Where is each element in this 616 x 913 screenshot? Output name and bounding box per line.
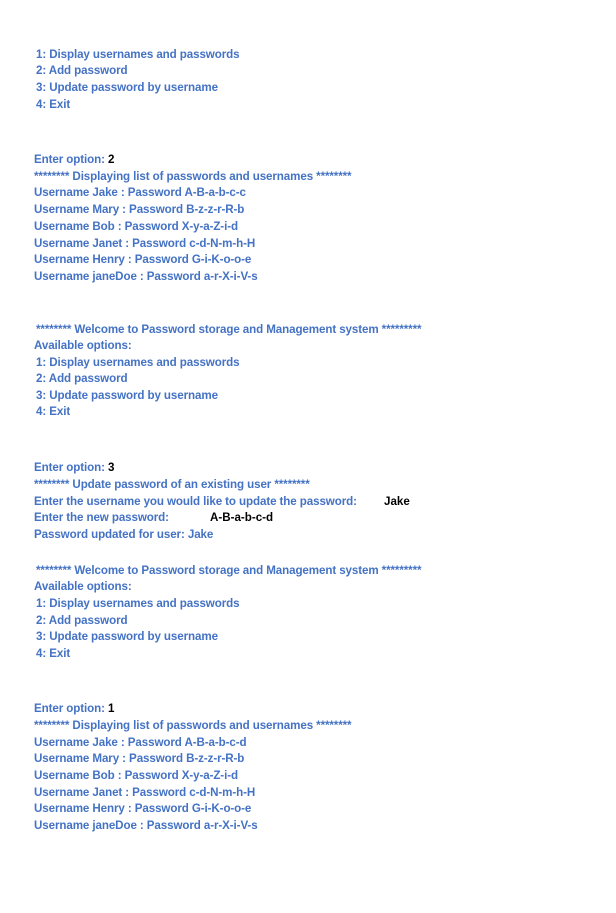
list-row: Username Jake : Password A-B-a-b-c-c [34,186,246,199]
update-header: ******** Update password of an existing user ******** [34,478,310,491]
username-input: Jake [384,495,410,508]
menu-option-exit: 4: Exit [36,98,71,111]
option-prompt-line [34,151,114,168]
option-input: 1 [107,702,115,715]
list-row: Username Mary : Password B-z-z-r-R-b [34,752,245,765]
menu-option-update: 3: Update password by username [36,630,218,643]
list-header: ******** Displaying list of passwords and usernames ******** [34,170,352,183]
password-prompt: Enter the new password: [34,511,169,524]
menu-option-display: 1: Display usernames and passwords [36,597,240,610]
option-input: 2 [107,153,115,166]
list-row: Username Mary : Password B-z-z-r-R-b [34,203,245,216]
list-row: Username Jake : Password A-B-a-b-c-d [34,736,247,749]
available-options-label: Available options: [34,580,132,593]
option-prompt-line [34,700,114,717]
list-row: Username Bob : Password X-y-a-Z-i-d [34,220,238,233]
menu-option-display: 1: Display usernames and passwords [36,48,240,61]
list-row: Username Henry : Password G-i-K-o-o-e [34,802,252,815]
list-row: Username Bob : Password X-y-a-Z-i-d [34,769,238,782]
available-options-label: Available options: [34,339,132,352]
list-row: Username Janet : Password c-d-N-m-h-H [34,786,256,799]
menu-option-update: 3: Update password by username [36,389,218,402]
menu-option-exit: 4: Exit [36,647,71,660]
update-result: Password updated for user: Jake [34,528,214,541]
list-header: ******** Displaying list of passwords and usernames ******** [34,719,352,732]
menu-option-add: 2: Add password [36,614,128,627]
option-prompt: Enter option: [34,461,105,474]
option-prompt: Enter option: [34,153,105,166]
list-row: Username janeDoe : Password a-r-X-i-V-s [34,270,258,283]
menu-option-display: 1: Display usernames and passwords [36,356,240,369]
welcome-banner: ******** Welcome to Password storage and Management system ********* [36,323,422,336]
password-input: A-B-a-b-c-d [210,511,274,524]
option-prompt-line [34,459,114,476]
menu-option-add: 2: Add password [36,64,128,77]
welcome-banner: ******** Welcome to Password storage and Management system ********* [36,564,422,577]
menu-option-add: 2: Add password [36,372,128,385]
menu-option-exit: 4: Exit [36,405,71,418]
list-row: Username Henry : Password G-i-K-o-o-e [34,253,252,266]
option-input: 3 [107,461,115,474]
option-prompt: Enter option: [34,702,105,715]
list-row: Username Janet : Password c-d-N-m-h-H [34,237,256,250]
username-prompt: Enter the username you would like to update the password: [34,495,357,508]
list-row: Username janeDoe : Password a-r-X-i-V-s [34,819,258,832]
menu-option-update: 3: Update password by username [36,81,218,94]
